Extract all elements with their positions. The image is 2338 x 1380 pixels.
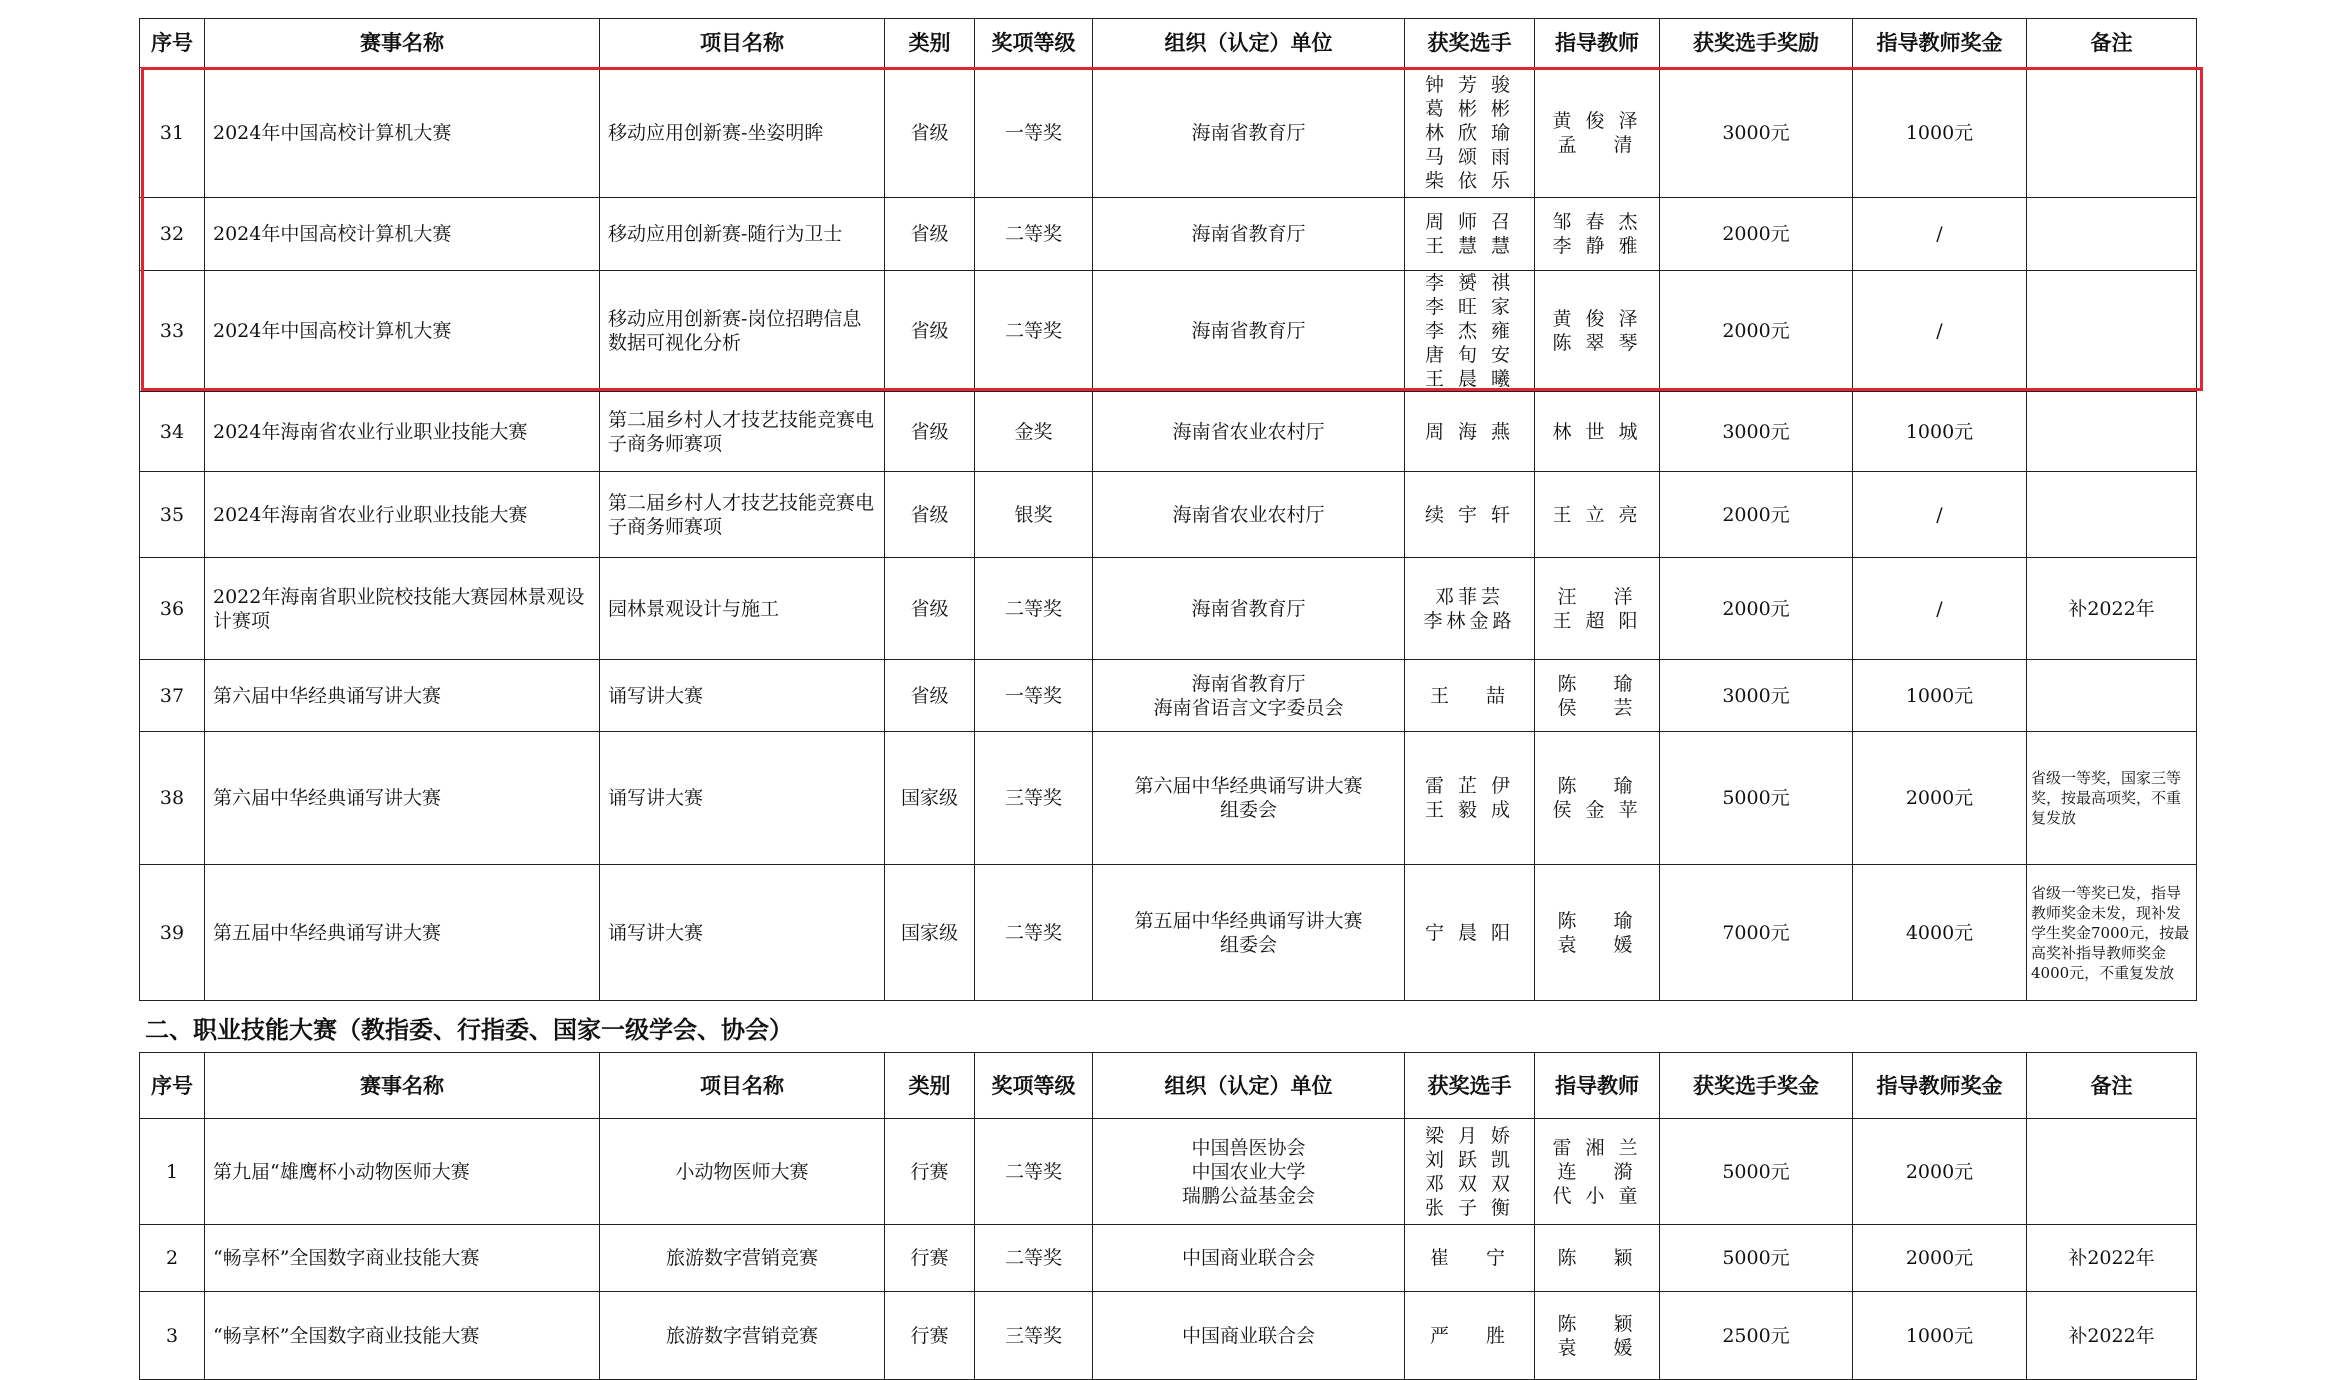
cell-level: 省级 (885, 198, 975, 271)
cell-students (1405, 732, 1535, 865)
cell-students-line: 李 旺 家 (1424, 296, 1515, 318)
cell-students-line: 严 胜 (1429, 1324, 1510, 1347)
table-row (140, 392, 2197, 472)
cell-teachers-line: 代 小 童 (1552, 1184, 1642, 1207)
cell-teachers-line: 袁 媛 (1557, 1336, 1637, 1359)
cell-teachers (1535, 68, 1660, 198)
cell-project: 移动应用创新赛-坐姿明眸 (600, 68, 885, 198)
cell-teachers-line: 陈 颖 (1557, 1312, 1637, 1335)
cell-level: 国家级 (885, 865, 975, 1001)
cell-award: 金奖 (975, 392, 1093, 472)
cell-project: 诵写讲大赛 (600, 660, 885, 732)
column-header: 获奖选手奖金 (1660, 1053, 1853, 1119)
cell-teachers (1535, 392, 1660, 472)
cell-teachers (1535, 865, 1660, 1001)
cell-org-line: 中国商业联合会 (1181, 1324, 1315, 1347)
cell-org (1093, 472, 1405, 558)
cell-teachers-line: 邹 春 杰 (1552, 211, 1642, 233)
cell-student-bonus: 2500元 (1660, 1292, 1853, 1380)
cell-note (2027, 660, 2197, 732)
cell-no: 33 (140, 271, 205, 392)
cell-student-bonus: 3000元 (1660, 392, 1853, 472)
cell-students (1405, 1225, 1535, 1292)
cell-org (1093, 1292, 1405, 1380)
cell-students-line: 张 子 衡 (1424, 1196, 1515, 1219)
cell-students-line: 王 慧 慧 (1424, 235, 1515, 257)
awards-table-1 (139, 18, 2197, 1001)
cell-students (1405, 472, 1535, 558)
cell-teachers-line: 陈 瑜 (1557, 775, 1637, 797)
cell-org-line: 海南省教育厅 (1191, 223, 1306, 245)
cell-teachers-line: 王 超 阳 (1552, 609, 1642, 632)
cell-note (2027, 198, 2197, 271)
cell-teacher-bonus: 1000元 (1853, 68, 2027, 198)
cell-students-line: 雷 芷 伊 (1424, 775, 1515, 797)
cell-students-line: 邓菲芸 (1434, 585, 1504, 608)
cell-level: 国家级 (885, 732, 975, 865)
cell-award: 二等奖 (975, 271, 1093, 392)
column-header: 奖项等级 (975, 19, 1093, 68)
cell-event: 第五届中华经典诵写讲大赛 (205, 865, 600, 1001)
cell-students-line: 宁 晨 阳 (1424, 921, 1515, 944)
cell-event: 2024年中国高校计算机大赛 (205, 198, 600, 271)
cell-no: 36 (140, 558, 205, 660)
cell-no: 38 (140, 732, 205, 865)
cell-students-line: 邓 双 双 (1424, 1172, 1515, 1195)
cell-org-line: 海南省农业农村厅 (1172, 503, 1325, 526)
cell-students (1405, 271, 1535, 392)
cell-org-line: 海南省教育厅 (1191, 672, 1306, 695)
cell-note: 补2022年 (2027, 1292, 2197, 1380)
cell-students-line: 王 毅 成 (1424, 799, 1515, 821)
awards-table-2 (139, 1052, 2197, 1380)
table-row (140, 68, 2197, 198)
cell-no: 3 (140, 1292, 205, 1380)
cell-note: 省级一等奖已发，指导教师奖金未发，现补发学生奖金7000元，按最高奖补指导教师奖金4000元，不重复发放 (2027, 865, 2197, 1001)
cell-teacher-bonus: 1000元 (1853, 392, 2027, 472)
cell-project: 旅游数字营销竞赛 (600, 1292, 885, 1380)
cell-teachers (1535, 660, 1660, 732)
cell-note (2027, 472, 2197, 558)
cell-student-bonus: 5000元 (1660, 1225, 1853, 1292)
cell-project: 小动物医师大赛 (600, 1119, 885, 1225)
cell-teachers (1535, 271, 1660, 392)
cell-level: 省级 (885, 271, 975, 392)
cell-project: 诵写讲大赛 (600, 732, 885, 865)
cell-student-bonus: 2000元 (1660, 558, 1853, 660)
cell-teachers-line: 汪 洋 (1557, 585, 1637, 608)
cell-org (1093, 732, 1405, 865)
cell-level: 省级 (885, 68, 975, 198)
cell-no: 31 (140, 68, 205, 198)
cell-org (1093, 865, 1405, 1001)
cell-students (1405, 865, 1535, 1001)
cell-level: 行赛 (885, 1292, 975, 1380)
cell-org-line: 瑞鹏公益基金会 (1181, 1184, 1315, 1207)
table-row (140, 558, 2197, 660)
cell-students-line: 李林金路 (1423, 609, 1516, 632)
cell-students-line: 周 师 召 (1424, 211, 1515, 233)
cell-teachers-line: 袁 媛 (1557, 933, 1637, 956)
cell-teachers (1535, 1119, 1660, 1225)
cell-event: 2022年海南省职业院校技能大赛园林景观设计赛项 (205, 558, 600, 660)
cell-event: 第六届中华经典诵写讲大赛 (205, 732, 600, 865)
cell-students (1405, 1119, 1535, 1225)
cell-students (1405, 68, 1535, 198)
cell-teacher-bonus: / (1853, 558, 2027, 660)
table-row (140, 472, 2197, 558)
cell-teacher-bonus: / (1853, 472, 2027, 558)
cell-students-line: 钟 芳 骏 (1424, 73, 1515, 96)
table-row (140, 1292, 2197, 1380)
cell-teachers-line: 陈 瑜 (1557, 672, 1637, 695)
cell-teacher-bonus: 1000元 (1853, 1292, 2027, 1380)
cell-org-line: 组委会 (1219, 799, 1277, 821)
cell-no: 2 (140, 1225, 205, 1292)
cell-students (1405, 198, 1535, 271)
cell-org (1093, 198, 1405, 271)
cell-students (1405, 392, 1535, 472)
cell-event: 第九届“雄鹰杯小动物医师大赛 (205, 1119, 600, 1225)
cell-note (2027, 392, 2197, 472)
cell-level: 行赛 (885, 1225, 975, 1292)
cell-org-line: 第六届中华经典诵写讲大赛 (1134, 775, 1363, 797)
cell-teachers (1535, 1292, 1660, 1380)
cell-org-line: 第五届中华经典诵写讲大赛 (1134, 909, 1363, 932)
cell-teachers-line: 黄 俊 泽 (1552, 109, 1642, 132)
cell-award: 二等奖 (975, 865, 1093, 1001)
cell-event: 2024年海南省农业行业职业技能大赛 (205, 392, 600, 472)
column-header: 指导教师奖金 (1853, 1053, 2027, 1119)
cell-project: 诵写讲大赛 (600, 865, 885, 1001)
column-header: 备注 (2027, 19, 2197, 68)
cell-student-bonus: 2000元 (1660, 472, 1853, 558)
cell-student-bonus: 2000元 (1660, 271, 1853, 392)
cell-award: 二等奖 (975, 1225, 1093, 1292)
cell-students-line: 周 海 燕 (1424, 420, 1515, 443)
cell-note (2027, 271, 2197, 392)
table-row (140, 865, 2197, 1001)
column-header: 获奖选手 (1405, 1053, 1535, 1119)
cell-award: 二等奖 (975, 558, 1093, 660)
cell-teachers-line: 李 静 雅 (1552, 235, 1642, 257)
cell-level: 省级 (885, 660, 975, 732)
cell-note: 补2022年 (2027, 558, 2197, 660)
cell-students-line: 李 杰 雍 (1424, 320, 1515, 342)
cell-teacher-bonus: 2000元 (1853, 732, 2027, 865)
cell-org (1093, 392, 1405, 472)
cell-project: 第二届乡村人才技艺技能竞赛电子商务师赛项 (600, 392, 885, 472)
cell-teachers-line: 陈 颖 (1557, 1247, 1637, 1269)
cell-students-line: 唐 旬 安 (1424, 344, 1515, 366)
cell-org-line: 组委会 (1219, 933, 1277, 956)
cell-org (1093, 558, 1405, 660)
cell-level: 行赛 (885, 1119, 975, 1225)
cell-teachers-line: 雷 湘 兰 (1552, 1136, 1642, 1159)
column-header: 类别 (885, 19, 975, 68)
cell-students (1405, 660, 1535, 732)
cell-note: 补2022年 (2027, 1225, 2197, 1292)
cell-award: 一等奖 (975, 68, 1093, 198)
cell-student-bonus: 5000元 (1660, 1119, 1853, 1225)
cell-students-line: 葛 彬 彬 (1424, 97, 1515, 120)
cell-students-line: 林 欣 瑜 (1424, 121, 1515, 144)
cell-student-bonus: 3000元 (1660, 660, 1853, 732)
cell-teachers-line: 王 立 亮 (1552, 503, 1642, 526)
cell-students-line: 续 宇 轩 (1424, 503, 1515, 526)
cell-event: 第六届中华经典诵写讲大赛 (205, 660, 600, 732)
cell-teacher-bonus: / (1853, 198, 2027, 271)
column-header: 指导教师奖金 (1853, 19, 2027, 68)
cell-note: 省级一等奖，国家三等奖，按最高项奖，不重复发放 (2027, 732, 2197, 865)
cell-no: 39 (140, 865, 205, 1001)
cell-teachers (1535, 1225, 1660, 1292)
cell-students-line: 崔 宁 (1429, 1247, 1510, 1269)
cell-teachers-line: 陈 翠 琴 (1552, 332, 1642, 354)
cell-students (1405, 558, 1535, 660)
cell-teachers-line: 黄 俊 泽 (1552, 308, 1642, 330)
column-header: 获奖选手奖励 (1660, 19, 1853, 68)
column-header: 项目名称 (600, 1053, 885, 1119)
cell-event: “畅享杯”全国数字商业技能大赛 (205, 1292, 600, 1380)
cell-org (1093, 271, 1405, 392)
cell-student-bonus: 5000元 (1660, 732, 1853, 865)
section-title: 二、职业技能大赛（教指委、行指委、国家一级学会、协会） (145, 1016, 793, 1044)
column-header: 获奖选手 (1405, 19, 1535, 68)
cell-student-bonus: 7000元 (1660, 865, 1853, 1001)
cell-org-line: 中国商业联合会 (1181, 1247, 1315, 1269)
column-header: 指导教师 (1535, 1053, 1660, 1119)
table-row (140, 660, 2197, 732)
column-header: 项目名称 (600, 19, 885, 68)
table-header-row (140, 19, 2197, 68)
table-row (140, 271, 2197, 392)
cell-award: 一等奖 (975, 660, 1093, 732)
cell-event: 2024年中国高校计算机大赛 (205, 68, 600, 198)
cell-students-line: 柴 依 乐 (1424, 169, 1515, 192)
cell-project: 旅游数字营销竞赛 (600, 1225, 885, 1292)
cell-teachers-line: 侯 金 苹 (1552, 799, 1642, 821)
cell-org (1093, 1225, 1405, 1292)
table-header-row (140, 1053, 2197, 1119)
cell-event: 2024年海南省农业行业职业技能大赛 (205, 472, 600, 558)
cell-teacher-bonus: 2000元 (1853, 1119, 2027, 1225)
cell-level: 省级 (885, 392, 975, 472)
column-header: 序号 (140, 19, 205, 68)
column-header: 赛事名称 (205, 1053, 600, 1119)
cell-award: 三等奖 (975, 1292, 1093, 1380)
column-header: 指导教师 (1535, 19, 1660, 68)
cell-level: 省级 (885, 472, 975, 558)
table-row (140, 1119, 2197, 1225)
cell-teachers-line: 陈 瑜 (1557, 909, 1637, 932)
cell-students-line: 刘 跃 凯 (1424, 1148, 1515, 1171)
table-row (140, 732, 2197, 865)
cell-project: 移动应用创新赛-随行为卫士 (600, 198, 885, 271)
cell-project: 园林景观设计与施工 (600, 558, 885, 660)
column-header: 组织（认定）单位 (1093, 19, 1405, 68)
cell-teacher-bonus: 2000元 (1853, 1225, 2027, 1292)
column-header: 奖项等级 (975, 1053, 1093, 1119)
cell-students (1405, 1292, 1535, 1380)
cell-award: 二等奖 (975, 198, 1093, 271)
cell-note (2027, 68, 2197, 198)
cell-org (1093, 68, 1405, 198)
cell-teachers (1535, 732, 1660, 865)
cell-teachers (1535, 472, 1660, 558)
cell-teacher-bonus: 4000元 (1853, 865, 2027, 1001)
column-header: 赛事名称 (205, 19, 600, 68)
cell-project: 移动应用创新赛-岗位招聘信息数据可视化分析 (600, 271, 885, 392)
column-header: 备注 (2027, 1053, 2197, 1119)
table-row (140, 1225, 2197, 1292)
cell-teachers-line: 孟 清 (1557, 133, 1637, 156)
cell-award: 银奖 (975, 472, 1093, 558)
table-row (140, 198, 2197, 271)
cell-note (2027, 1119, 2197, 1225)
column-header: 类别 (885, 1053, 975, 1119)
cell-org (1093, 1119, 1405, 1225)
cell-students-line: 梁 月 娇 (1424, 1124, 1515, 1147)
cell-project: 第二届乡村人才技艺技能竞赛电子商务师赛项 (600, 472, 885, 558)
cell-teachers (1535, 198, 1660, 271)
cell-award: 二等奖 (975, 1119, 1093, 1225)
cell-no: 32 (140, 198, 205, 271)
cell-teachers (1535, 558, 1660, 660)
cell-students-line: 王 喆 (1429, 684, 1510, 707)
cell-no: 37 (140, 660, 205, 732)
cell-award: 三等奖 (975, 732, 1093, 865)
cell-teachers-line: 侯 芸 (1557, 696, 1637, 719)
cell-event: 2024年中国高校计算机大赛 (205, 271, 600, 392)
column-header: 组织（认定）单位 (1093, 1053, 1405, 1119)
cell-org (1093, 660, 1405, 732)
cell-org-line: 海南省教育厅 (1191, 121, 1306, 144)
cell-students-line: 马 颂 雨 (1424, 145, 1515, 168)
cell-teachers-line: 连 漪 (1557, 1160, 1637, 1183)
cell-students-line: 李 赟 祺 (1424, 272, 1515, 294)
cell-student-bonus: 2000元 (1660, 198, 1853, 271)
cell-org-line: 中国兽医协会 (1191, 1136, 1306, 1159)
cell-level: 省级 (885, 558, 975, 660)
cell-org-line: 海南省教育厅 (1191, 320, 1306, 342)
cell-no: 35 (140, 472, 205, 558)
cell-student-bonus: 3000元 (1660, 68, 1853, 198)
cell-teacher-bonus: / (1853, 271, 2027, 392)
cell-org-line: 中国农业大学 (1191, 1160, 1306, 1183)
cell-event: “畅享杯”全国数字商业技能大赛 (205, 1225, 600, 1292)
cell-teacher-bonus: 1000元 (1853, 660, 2027, 732)
cell-org-line: 海南省语言文字委员会 (1153, 696, 1344, 719)
cell-org-line: 海南省农业农村厅 (1172, 420, 1325, 443)
cell-org-line: 海南省教育厅 (1191, 597, 1306, 620)
cell-students-line: 王 晨 曦 (1424, 368, 1515, 390)
cell-no: 1 (140, 1119, 205, 1225)
cell-no: 34 (140, 392, 205, 472)
column-header: 序号 (140, 1053, 205, 1119)
cell-teachers-line: 林 世 城 (1552, 420, 1642, 443)
